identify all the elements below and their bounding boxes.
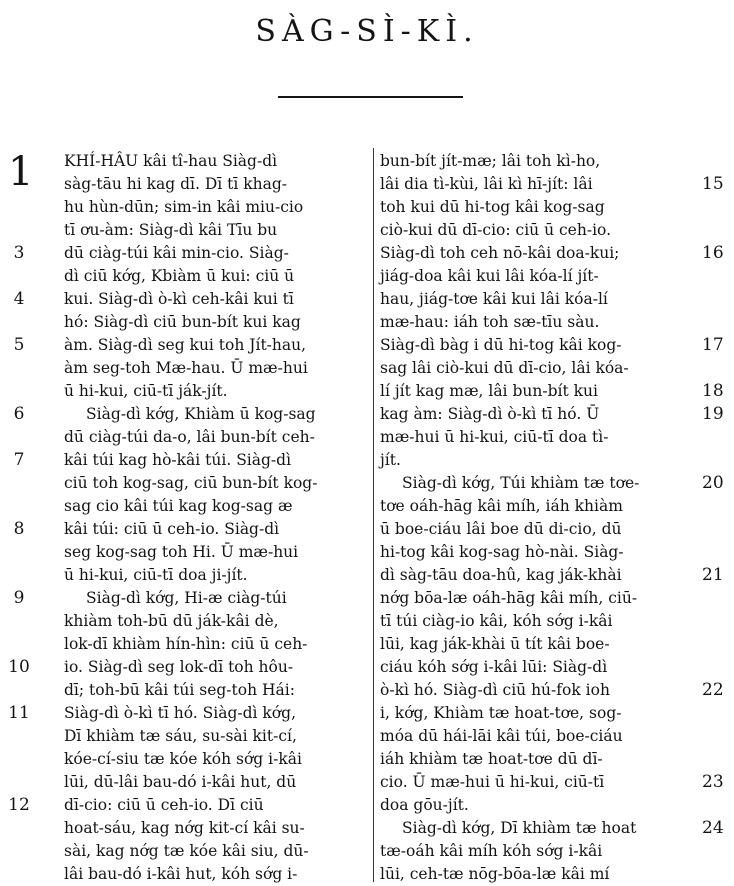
text-line: khiàm toh-bū dū ják-kâi dè, <box>64 612 279 630</box>
text-line: ò-kì hó. Siàg-dì ciū hú-fok ioh <box>380 681 610 699</box>
verse-number: 20 <box>702 473 724 493</box>
text-line: io. Siàg-dì seg lok-dī toh hôu- <box>64 658 294 676</box>
verse-number: 24 <box>702 818 724 838</box>
text-line: ciáu kóh sớg i-kâi lūi: Siàg-dì <box>380 658 608 676</box>
text-line: sàg-tāu hi kag dī. Dī tī khag- <box>64 175 288 193</box>
text-line: nớg bōa-læ oáh-hāg kâi míh, ciū- <box>380 589 638 607</box>
text-line: hi-tog kâi kog-sag hò-nài. Siàg- <box>380 543 624 561</box>
text-line: Siàg-dì bàg i dū hi-tog kâi kog- <box>380 336 622 354</box>
text-line: Siàg-dì ò-kì tī hó. Siàg-dì kớg, <box>64 704 296 722</box>
text-line: ū boe-ciáu lâi boe dū di-cio, dū <box>380 520 622 538</box>
text-line: hoat-sáu, kag nớg kit-cí kâi su- <box>64 819 305 837</box>
column-divider <box>373 148 374 882</box>
text-line: seg kog-sag toh Hi. Ū mæ-hui <box>64 543 299 561</box>
text-line: jiág-doa kâi kui lâi kóa-lí jít- <box>380 267 599 285</box>
text-line: cio. Ū mæ-hui ū hi-kui, ciū-tī <box>380 773 605 791</box>
verse-number: 19 <box>702 404 724 424</box>
verse-number: 6 <box>13 404 25 424</box>
page-title: SÀG-SÌ-KÌ. <box>255 14 479 49</box>
text-line: kâi túi kag hò-kâi túi. Siàg-dì <box>64 451 292 469</box>
text-line: Dī khiàm tæ sáu, su-sài kit-cí, <box>64 727 297 745</box>
text-line: kóe-cí-siu tæ kóe kóh sớg i-kâi <box>64 750 302 768</box>
verse-number: 21 <box>702 565 724 585</box>
text-line: Siàg-dì kớg, Dī khiàm tæ hoat <box>402 819 637 837</box>
text-line: hó: Siàg-dì ciū bun-bít kui kag <box>64 313 301 331</box>
text-line: hau, jiág-tơe kâi kui lâi kóa-lí <box>380 290 608 308</box>
text-line: ciò-kui dū dī-cio: ciū ū ceh-io. <box>380 221 612 239</box>
title-divider <box>278 96 463 98</box>
verse-number: 9 <box>13 588 25 608</box>
verse-number: 4 <box>13 289 25 309</box>
text-line: tī ơu-àm: Siàg-dì kâi Tīu bu <box>64 221 278 239</box>
text-line: iáh khiàm tæ hoat-tơe dū dī- <box>380 750 603 768</box>
text-line: dū ciàg-túi da-o, lâi bun-bít ceh- <box>64 428 315 446</box>
verse-number: 11 <box>8 703 30 723</box>
verse-number: 10 <box>8 657 30 677</box>
text-line: hu hùn-dūn; sim-in kâi miu-cio <box>64 198 304 216</box>
text-line: ciū toh kog-sag, ciū bun-bít kog- <box>64 474 318 492</box>
text-line: mæ-hui ū hi-kui, ciū-tī doa tì- <box>380 428 609 446</box>
text-line: Siàg-dì toh ceh nō-kâi doa-kui; <box>380 244 620 262</box>
text-line: Siàg-dì kớg, Túi khiàm tæ tơe- <box>402 474 640 492</box>
text-line: dū ciàg-túi kâi min-cio. Siàg- <box>64 244 289 262</box>
verse-number: 22 <box>702 680 724 700</box>
verse-number: 5 <box>13 335 25 355</box>
text-line: kui. Siàg-dì ò-kì ceh-kâi kui tī <box>64 290 294 308</box>
text-line: doa gōu-jít. <box>380 796 469 814</box>
text-line: móa dū hái-lāi kâi túi, boe-ciáu <box>380 727 623 745</box>
verse-number: 18 <box>702 381 724 401</box>
verse-number: 23 <box>702 772 724 792</box>
text-line: Siàg-dì kớg, Hi-æ ciàg-túi <box>86 589 287 607</box>
text-line: àm. Siàg-dì seg kui toh Jít-hau, <box>64 336 307 354</box>
chapter-number: 1 <box>8 149 34 195</box>
text-line: sag cio kâi túi kag kog-sag æ <box>64 497 293 515</box>
text-line: lūi, kag ják-khài ū tít kâi boe- <box>380 635 610 653</box>
text-line: dī-cio: ciū ū ceh-io. Dī ciū <box>64 796 264 814</box>
text-line: dī; toh-bū kâi túi seg-toh Hái: <box>64 681 295 699</box>
text-line: lâi bau-dó i-kâi hut, kóh sớg i- <box>64 865 298 883</box>
text-line: kâi túi: ciū ū ceh-io. Siàg-dì <box>64 520 280 538</box>
text-line: lūi, ceh-tæ nōg-bōa-læ kâi mí <box>380 865 610 883</box>
text-line: àm seg-toh Mæ-hau. Ū mæ-hui <box>64 359 308 377</box>
text-line: lok-dī khiàm hín-hìn: ciū ū ceh- <box>64 635 308 653</box>
verse-number: 3 <box>13 243 25 263</box>
verse-number: 15 <box>702 174 724 194</box>
verse-number: 12 <box>8 795 30 815</box>
verse-number: 17 <box>702 335 724 355</box>
text-line: Siàg-dì kớg, Khiàm ū kog-sag <box>86 405 316 423</box>
text-line: KHÍ-HÂU kâi tî-hau Siàg-dì <box>64 152 278 170</box>
text-line: ū hi-kui, ciū-tī ják-jít. <box>64 382 228 400</box>
verse-number: 16 <box>702 243 724 263</box>
text-line: i, kớg, Khiàm tæ hoat-tơe, sog- <box>380 704 622 722</box>
text-line: lí jít kag mæ, lâi bun-bít kui <box>380 382 598 400</box>
text-line: tæ-oáh kâi míh kóh sớg i-kâi <box>380 842 603 860</box>
text-line: bun-bít jít-mæ; lâi toh kì-ho, <box>380 152 601 170</box>
text-line: dì sàg-tāu doa-hû, kag ják-khài <box>380 566 622 584</box>
text-line: tơe oáh-hāg kâi míh, iáh khiàm <box>380 497 623 515</box>
text-line: lūi, dū-lâi bau-dó i-kâi hut, dū <box>64 773 297 791</box>
text-line: mæ-hau: iáh toh sæ-tīu sàu. <box>380 313 600 331</box>
text-line: kag àm: Siàg-dì ò-kì tī hó. Ū <box>380 405 600 423</box>
text-line: ū hi-kui, ciū-tī doa ji-jít. <box>64 566 248 584</box>
text-line: sag lâi ciò-kui dū dī-cio, lâi kóa- <box>380 359 629 377</box>
text-line: dì ciū kớg, Kbiàm ū kui: ciū ū <box>64 267 295 285</box>
verse-number: 7 <box>13 450 25 470</box>
text-line: toh kui dū hi-tog kâi kog-sag <box>380 198 605 216</box>
text-line: jít. <box>380 451 401 469</box>
text-line: lâi dia tì-kùi, lâi kì hī-jít: lâi <box>380 175 593 193</box>
text-line: sài, kag nớg tæ kóe kâi siu, dū- <box>64 842 309 860</box>
text-line: tī túi ciàg-io kâi, kóh sớg i-kâi <box>380 612 613 630</box>
verse-number: 8 <box>13 519 25 539</box>
